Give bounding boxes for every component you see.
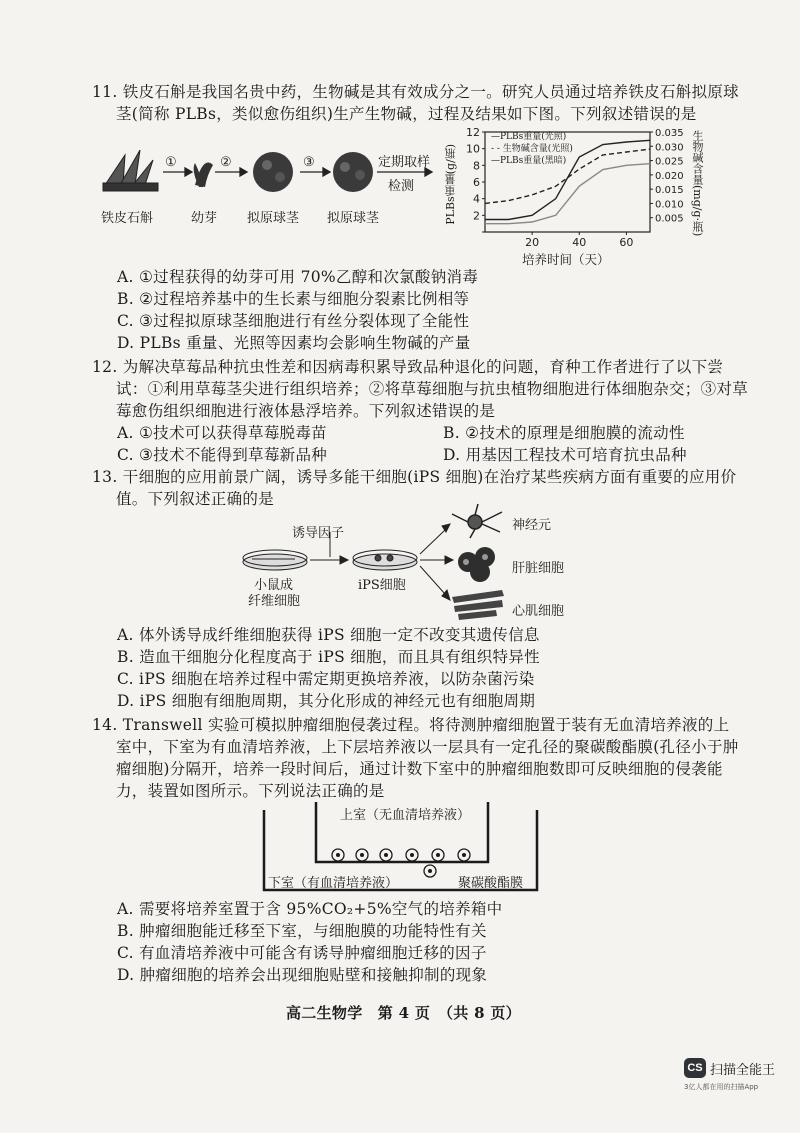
y-left-tick-label: 12 [466,126,480,139]
q13-option-a: A. 体外诱导成纤维细胞获得 iPS 细胞一定不改变其遗传信息 [117,626,540,644]
flow-step-2: ② [220,155,232,170]
liver-cell-illustration [458,547,495,582]
flow-detect-label: 检测 [388,179,415,194]
neuron-label: 神经元 [512,518,552,533]
q14-transwell-diagram [258,800,543,892]
x-tick-label: 60 [619,236,634,249]
q11-flow-diagram [95,145,465,230]
cardiac-cell-label: 心肌细胞 [512,604,565,619]
q13-stem-line2: 值。下列叙述正确的是 [116,490,275,508]
plb-cluster-2 [333,152,373,192]
q11-option-d: D. PLBs 重量、光照等因素均会影响生物碱的产量 [117,334,471,352]
q11-option-c: C. ③过程拟原球茎细胞进行有丝分裂体现了全能性 [117,312,470,330]
liver-cell-label: 肝脏细胞 [512,561,565,576]
q14-option-a: A. 需要将培养室置于含 95%CO₂+5%空气的培养箱中 [117,900,503,918]
q11-option-b: B. ②过程培养基中的生长素与细胞分裂素比例相等 [117,290,470,308]
fibroblast-label-2: 纤维细胞 [248,594,301,609]
y-right-tick-label: 0.030 [655,142,684,154]
dendrobium-plant-illustration [103,150,158,191]
page-footer: 高二生物学 第 4 页 （共 8 页） [286,1004,521,1022]
flow-step-1: ① [165,155,177,170]
y-right-tick-label: 0.010 [655,199,684,211]
q11-option-a: A. ①过程获得的幼芽可用 70%乙醇和次氯酸钠消毒 [117,268,479,286]
membrane-label: 聚碳酸酯膜 [458,876,524,891]
x-tick-label: 20 [525,236,540,249]
legend-entry-plb-dark: —PLBs重量(黑暗) [491,156,567,166]
scanner-watermark [684,1058,784,1098]
chart-x-label: 培养时间（天） [522,252,610,267]
q14-stem-line2: 室中，下室为有血清培养液，上下层培养液以一层具有一定孔径的聚碳酸酯膜(孔径小于肿 [116,738,739,756]
y-left-tick-label: 10 [466,142,480,156]
petri-dish-ips [353,550,417,570]
y-right-tick-label: 0.035 [655,128,684,139]
q12-option-b: B. ②技术的原理是细胞膜的流动性 [443,424,685,442]
plb-cluster-1 [253,152,293,192]
q14-stem-line4: 力，装置如图所示。下列说法正确的是 [116,782,385,800]
stage-label-bud: 幼芽 [191,211,218,226]
y-left-tick-label: 2 [473,209,480,223]
induction-factor-label: 诱导因子 [292,526,345,541]
series-line-2 [485,164,650,224]
q12-option-c: C. ③技术不能得到草莓新品种 [117,446,328,464]
chart-y-right-label: 生物碱含量(mg/g·瓶) [691,130,704,237]
q12-stem-line3: 莓愈伤组织细胞进行液体悬浮培养。下列叙述错误的是 [116,402,496,420]
q13-option-b: B. 造血干细胞分化程度高于 iPS 细胞，而且具有组织特异性 [117,648,540,666]
lower-chamber-label: 下室（有血清培养液） [268,876,399,891]
y-right-tick-label: 0.020 [655,170,684,182]
q11-stem-line1: 11. 铁皮石斛是我国名贵中药，生物碱是其有效成分之一。研究人员通过培养铁皮石斛拟原球 [92,83,739,101]
x-tick-label: 40 [572,236,587,249]
fibroblast-label-1: 小鼠成 [254,578,294,593]
legend-entry-plb-light: —PLBs重量(光照) [491,132,567,142]
q12-option-d: D. 用基因工程技术可培育抗虫品种 [443,446,687,464]
cs-logo-icon: CS [684,1058,706,1078]
q14-stem-line3: 瘤细胞)分隔开，培养一段时间后，通过计数下室中的肿瘤细胞数即可反映细胞的侵袭能 [116,760,723,778]
chart-canvas [445,124,710,264]
q14-stem-line1: 14. Transwell 实验可模拟肿瘤细胞侵袭过程。将待测肿瘤细胞置于装有无血清培养液的上 [92,716,730,734]
flow-sampling-label: 定期取样 [378,155,431,170]
petri-dish-fibroblast [243,550,307,570]
watermark-brand: 扫描全能王 [710,1063,776,1078]
q11-chart [444,124,710,267]
y-left-tick-label: 6 [473,176,480,189]
y-left-tick-label: 4 [473,192,480,206]
q13-option-d: D. iPS 细胞有细胞周期，其分化形成的神经元也有细胞周期 [117,692,536,710]
y-right-tick-label: 0.025 [655,156,684,168]
upper-chamber-label: 上室（无血清培养液） [340,808,471,823]
q13-option-c: C. iPS 细胞在培养过程中需定期更换培养液，以防杂菌污染 [117,670,535,688]
legend-entry-alkaloid-light: - - 生物碱含量(光照) [491,144,573,154]
q14-option-d: D. 肿瘤细胞的培养会出现细胞贴壁和接触抑制的现象 [117,966,488,984]
stage-label-plb-1: 拟原球茎 [247,211,300,226]
q12-stem-line1: 12. 为解决草莓品种抗虫性差和因病毒积累导致品种退化的问题，育种工作者进行了以下尝 [92,358,724,376]
neuron-illustration [452,504,502,538]
q14-option-b: B. 肿瘤细胞能迁移至下室，与细胞膜的功能特性有关 [117,922,487,940]
q13-stem-line1: 13. 干细胞的应用前景广阔，诱导多能干细胞(iPS 细胞)在治疗某些疾病方面有重要的应用价 [92,468,737,486]
cardiac-cell-illustration [452,590,504,620]
watermark-tagline: 3亿人都在用的扫描App [684,1083,759,1091]
ips-cell-label: iPS细胞 [358,578,406,593]
q12-stem-line2: 试：①利用草莓茎尖进行组织培养；②将草莓细胞与抗虫植物细胞进行体细胞杂交；③对草 [116,380,749,398]
chart-y-left-label: PLBs重量(g/瓶) [444,144,457,225]
flow-step-3: ③ [303,155,315,170]
q11-stem-line2: 茎(简称 PLBs，类似愈伤组织)生产生物碱，过程及结果如下图。下列叙述错误的是 [116,105,697,123]
bud-illustration [194,163,213,188]
q12-option-a: A. ①技术可以获得草莓脱毒苗 [117,424,327,442]
y-right-tick-label: 0.015 [655,185,684,197]
stage-label-plb-2: 拟原球茎 [327,211,380,226]
q14-option-c: C. 有血清培养液中可能含有诱导肿瘤细胞迁移的因子 [117,944,487,962]
q13-ips-diagram [240,502,580,627]
y-right-tick-label: 0.005 [655,213,684,225]
stage-label-plant: 铁皮石斛 [101,211,154,226]
y-left-tick-label: 8 [473,159,480,173]
